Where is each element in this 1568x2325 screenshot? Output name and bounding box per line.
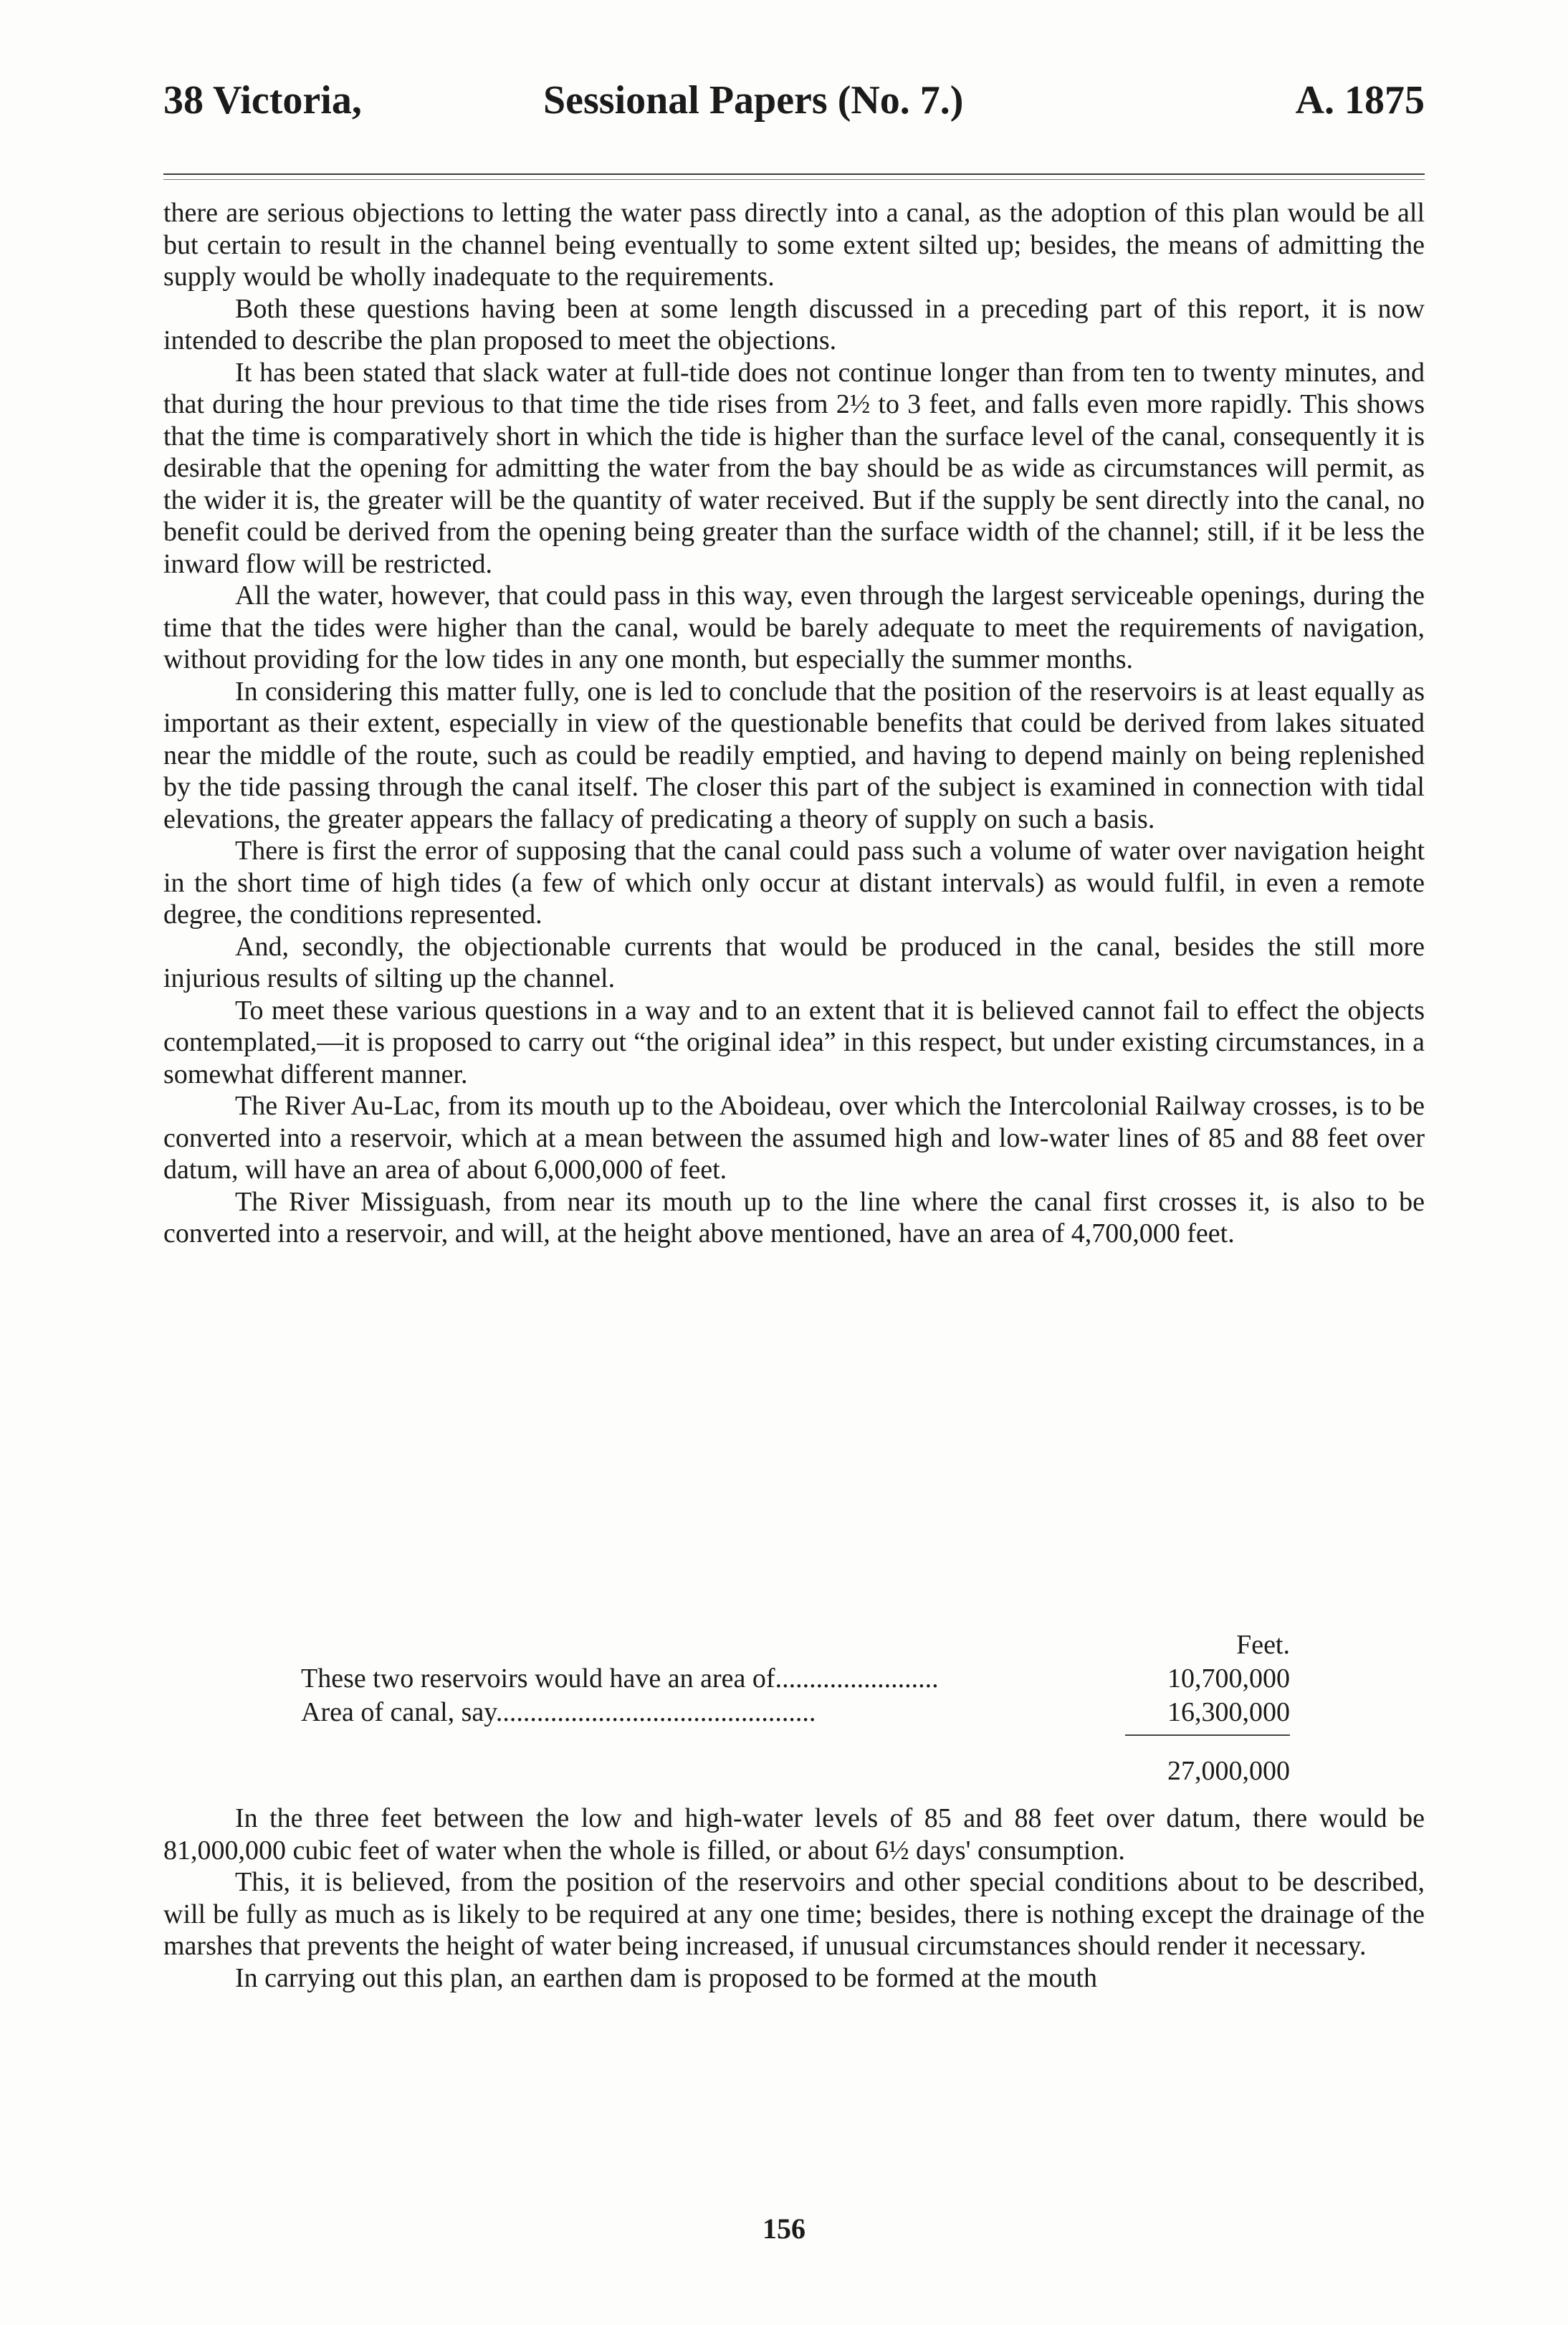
paragraph: In carrying out this plan, an earthen dam is proposed to be formed at the mouth xyxy=(235,1962,1098,1993)
row-label: Area of canal, say xyxy=(301,1697,496,1727)
running-header xyxy=(163,77,1425,142)
paragraph: This, it is believed, from the position of the reservoirs and other special conditions about to be described, will be fully as much as is likely to be required at any one time; besides, there is nothing except the drainage of the marshes that prevents the height of water being increased, if unusual circumstances should render it necessary. xyxy=(163,1867,1425,1961)
row-leader: ............................................... xyxy=(495,1697,816,1727)
body-text xyxy=(163,197,1425,1250)
sum-rule xyxy=(1125,1734,1290,1736)
body-text-continued xyxy=(163,1803,1425,1994)
page-number: 156 xyxy=(763,2212,805,2245)
paragraph: The River Missiguash, from near its mouth up to the line where the canal first crosses it, is also to be converted into a reservoir, and will, at the height above mentioned, have an area of 4,700,000 feet. xyxy=(163,1186,1425,1249)
paragraph: And, secondly, the objectionable currents that would be produced in the canal, besides the still more injurious results of silting up the channel. xyxy=(163,931,1425,993)
paragraph: Both these questions having been at some length discussed in a preceding part of this report, it is now intended to describe the plan proposed to meet the objections. xyxy=(163,293,1425,355)
table-total: 27,000,000 xyxy=(1167,1756,1290,1786)
table-row xyxy=(301,1662,1290,1696)
paragraph: There is first the error of supposing that the canal could pass such a volume of water over navigation height in the short time of high tides (a few of which only occur at distant intervals) as would fulfil, in even a remote degree, the conditions represented. xyxy=(163,836,1425,930)
row-leader: ........................ xyxy=(775,1663,939,1694)
table-row xyxy=(301,1696,1290,1729)
paragraph: It has been stated that slack water at full-tide does not continue longer than from ten to twenty minutes, and that during the hour previous to that time the tide rises from 2½ to 3 feet, and falls even more rapidly. This shows that the time is comparatively short in which the tide is higher than the surface level of the canal, consequently it is desirable that the opening for admitting the water from the bay should be as wide as circumstances will permit, as the wider it is, the greater will be the quantity of water received. But if the supply be sent directly into the canal, no benefit could be derived from the opening being greater than the surface width of the channel; still, if it be less the inward flow will be restricted. xyxy=(163,357,1425,579)
unit-header: Feet. xyxy=(1236,1630,1290,1660)
paragraph: there are serious objections to letting the water pass directly into a canal, as the adoption of this plan would be all but certain to result in the channel being eventually to some extent silted up; besides, the means of admitting the supply would be wholly inadequate to the requirements. xyxy=(163,198,1425,292)
header-rule xyxy=(163,173,1425,180)
paragraph: In the three feet between the low and high-water levels of 85 and 88 feet over datum, there would be 81,000,000 cubic feet of water when the whole is filled, or about 6½ days' consumption. xyxy=(163,1803,1425,1866)
paragraph: The River Au-Lac, from its mouth up to the Aboideau, over which the Intercolonial Railway crosses, is to be converted into a reservoir, which at a mean between the assumed high and low-water lines of 85 and 88 feet over datum, will have an area of about 6,000,000 of feet. xyxy=(163,1091,1425,1185)
paragraph: To meet these various questions in a way and to an extent that it is believed cannot fail to effect the objects contemplated,—it is proposed to carry out “the original idea” in this respect, but under existing circumstances, in a somewhat different manner. xyxy=(163,995,1425,1089)
paragraph: In considering this matter fully, one is led to conclude that the position of the reservoirs is at least equally as important as their extent, especially in view of the questionable benefits that could be derived from lakes situated near the middle of the route, such as could be readily emptied, and having to depend mainly on being replenished by the tide passing through the canal itself. The closer this part of the subject is examined in connection with tidal elevations, the greater appears the fallacy of predicating a theory of supply on such a basis. xyxy=(163,676,1425,834)
paragraph: All the water, however, that could pass in this way, even through the largest serviceable openings, during the time that the tides were higher than the canal, would be barely adequate to meet the requirements of navigation, without providing for the low tides in any one month, but especially the summer months. xyxy=(163,581,1425,674)
header-year: A. 1875 xyxy=(1295,78,1425,123)
row-label: These two reservoirs would have an area of xyxy=(301,1663,775,1694)
row-value: 10,700,000 xyxy=(1167,1663,1290,1694)
header-volume: 38 Victoria, xyxy=(163,78,362,123)
header-title: Sessional Papers (No. 7.) xyxy=(543,78,964,123)
row-value: 16,300,000 xyxy=(1167,1697,1290,1727)
